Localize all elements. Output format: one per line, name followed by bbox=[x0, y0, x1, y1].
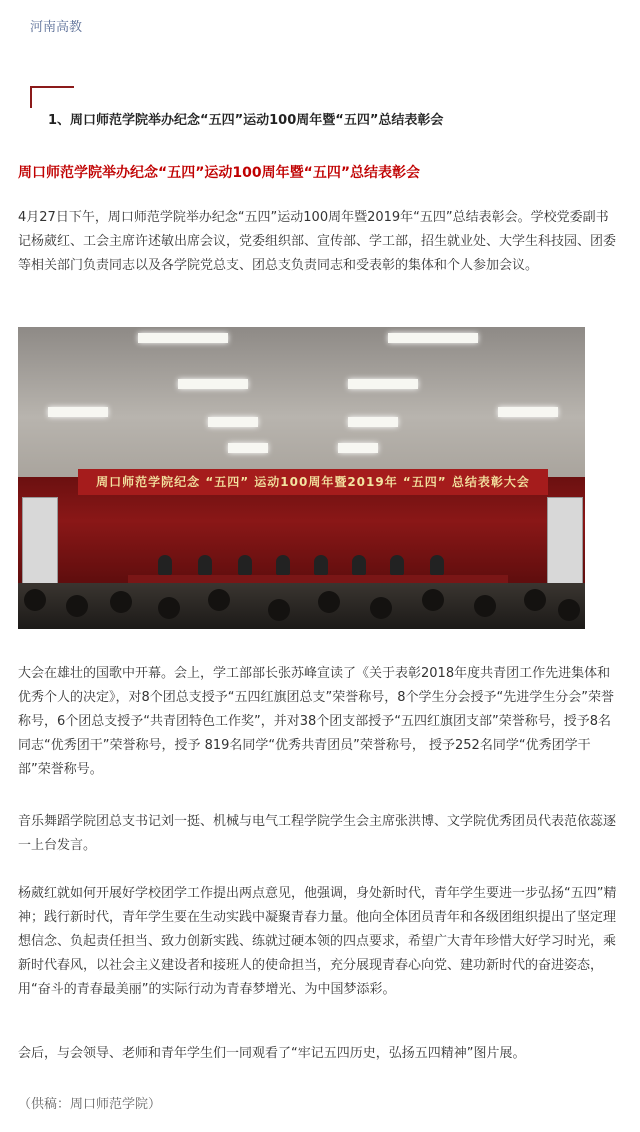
audience-head bbox=[268, 599, 290, 621]
audience-head bbox=[422, 589, 444, 611]
ceiling-light bbox=[208, 417, 258, 427]
article-intro-paragraph: 4月27日下午，周口师范学院举办纪念“五四”运动100周年暨2019年“五四”总结表彰会。学校党委副书记杨葳红、工会主席许述敏出席会议，党委组织部、宣传部、学工部，招生就业处、大学生科技园、团委等相关部门负责同志以及各学院党总支、团总支负责同志和受表彰的集体和个人参加会议。 bbox=[18, 210, 617, 273]
ceiling-light bbox=[348, 379, 418, 389]
account-name-link[interactable]: 河南高教 bbox=[30, 20, 83, 35]
article-credit: （供稿：周口师范学院） bbox=[18, 1097, 162, 1112]
conference-photo bbox=[18, 327, 585, 629]
audience-head bbox=[558, 599, 580, 621]
article-paragraph-speakers: 音乐舞蹈学院团总支书记刘一挺、机械与电气工程学院学生会主席张洪博、文学院优秀团员代表范依蕊逐一上台发言。 bbox=[18, 814, 617, 853]
photo-person bbox=[238, 555, 252, 575]
article-headline: 周口师范学院举办纪念“五四”运动100周年暨“五四”总结表彰会 bbox=[18, 165, 421, 181]
audience-head bbox=[66, 595, 88, 617]
ceiling-light bbox=[498, 407, 558, 417]
ceiling-light bbox=[228, 443, 268, 453]
ceiling-light bbox=[338, 443, 378, 453]
photo-person bbox=[390, 555, 404, 575]
audience-head bbox=[474, 595, 496, 617]
audience-head bbox=[318, 591, 340, 613]
audience-head bbox=[370, 597, 392, 619]
photo-person bbox=[314, 555, 328, 575]
article-paragraph-speech: 杨葳红就如何开展好学校团学工作提出两点意见，他强调，身处新时代，青年学生要进一步弘扬“五四”精神；践行新时代，青年学生要在生动实践中凝聚青春力量。他向全体团员青年和各级团组织提出了坚定理想信念、负起责任担当、致力创新实践、练就过硬本领的四点要求，希望广大青年珍惜大好学习时光，乘新时代春风，以社会主义建设者和接班人的使命担当，充分展现青春心向党、建功新时代的奋进姿态，用“奋斗的青春最美丽”的实际行动为青春梦增光、为中国梦添彩。 bbox=[18, 886, 617, 997]
audience-head bbox=[24, 589, 46, 611]
ceiling-light bbox=[388, 333, 478, 343]
audience-head bbox=[208, 589, 230, 611]
audience-head bbox=[524, 589, 546, 611]
photo-person bbox=[276, 555, 290, 575]
ceiling-light bbox=[138, 333, 228, 343]
section-title: 1、周口师范学院举办纪念“五四”运动100周年暨“五四”总结表彰会 bbox=[48, 113, 444, 128]
audience-head bbox=[158, 597, 180, 619]
audience-head bbox=[110, 591, 132, 613]
photo-person bbox=[158, 555, 172, 575]
photo-person bbox=[198, 555, 212, 575]
photo-person bbox=[352, 555, 366, 575]
photo-audience bbox=[18, 583, 585, 629]
ceiling-light bbox=[178, 379, 248, 389]
ceiling-light bbox=[348, 417, 398, 427]
photo-person bbox=[430, 555, 444, 575]
ceiling-light bbox=[48, 407, 108, 417]
photo-ceiling bbox=[18, 327, 585, 477]
article-paragraph-exhibition: 会后，与会领导、老师和青年学生们一同观看了“牢记五四历史，弘扬五四精神”图片展。 bbox=[18, 1046, 526, 1061]
section-corner-mark bbox=[30, 86, 74, 108]
side-screen bbox=[22, 497, 58, 587]
photo-banner: 周口师范学院纪念 “五四” 运动100周年暨2019年 “五四” 总结表彰大会 bbox=[78, 469, 548, 495]
side-screen bbox=[547, 497, 583, 587]
article-paragraph-ceremony: 大会在雄壮的国歌中开幕。会上，学工部部长张苏峰宣读了《关于表彰2018年度共青团工作先进集体和优秀个人的决定》，对8个团总支授予“五四红旗团总支”荣誉称号，8个学生分会授予“先进学生分会”荣誉称号，6个团总支授予“共青团特色工作奖”，并对38个团支部授予“五四红旗团支部”荣誉称号，授予8名同志“优秀团干”荣誉称号，授予 819名同学“优秀共青团员”荣誉称号， 授予252名同学“优秀团学干部”荣誉称号。 bbox=[18, 666, 614, 777]
